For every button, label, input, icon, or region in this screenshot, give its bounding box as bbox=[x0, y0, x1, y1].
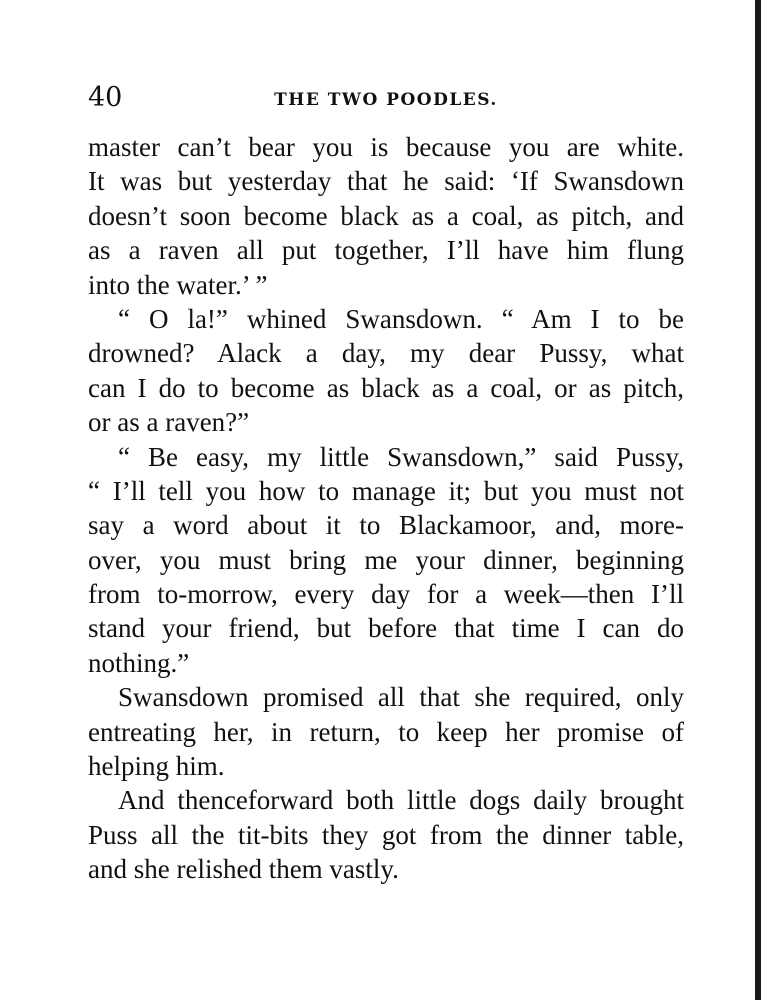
running-title: THE TWO POODLES. bbox=[274, 90, 498, 110]
text-line: “ Be easy, my little Swansdown,” said Pussy, bbox=[118, 441, 684, 472]
text-line: as a raven all put together, I’ll have him flung bbox=[88, 235, 684, 266]
text-line: doesn’t soon become black as a coal, as pitch, and bbox=[88, 200, 684, 231]
body-text bbox=[88, 130, 684, 887]
text-line: “ I’ll tell you how to manage it; but you must not bbox=[88, 475, 684, 506]
text-line: drowned? Alack a day, my dear Pussy, what bbox=[88, 338, 684, 369]
page-header bbox=[88, 80, 684, 116]
text-line: say a word about it to Blackamoor, and, more- bbox=[88, 510, 684, 541]
scan-edge-shadow bbox=[755, 0, 761, 1000]
text-line: helping him. bbox=[88, 751, 225, 782]
text-line: Puss all the tit-bits they got from the dinner table, bbox=[88, 819, 684, 850]
text-line: from to-morrow, every day for a week—then I’ll bbox=[88, 579, 684, 610]
text-line: over, you must bring me your dinner, beginning bbox=[88, 544, 684, 575]
text-line: entreating her, in return, to keep her promise of bbox=[88, 716, 684, 747]
text-line: “ O la!” whined Swansdown. “ Am I to be bbox=[118, 303, 684, 334]
page-number: 40 bbox=[88, 82, 123, 113]
text-line: or as a raven?” bbox=[88, 407, 250, 438]
text-line: master can’t bear you is because you are white. bbox=[88, 132, 684, 162]
text-line: stand your friend, but before that time I can do bbox=[88, 613, 684, 644]
text-line: into the water.’ ” bbox=[88, 269, 268, 300]
text-line: and she relished them vastly. bbox=[88, 854, 399, 885]
text-line: nothing.” bbox=[88, 647, 190, 678]
text-line: And thenceforward both little dogs daily brought bbox=[118, 785, 684, 816]
text-line: Swansdown promised all that she required, only bbox=[118, 682, 684, 713]
text-line: It was but yesterday that he said: ‘If Swansdown bbox=[88, 166, 684, 197]
text-line: can I do to become as black as a coal, or as pitch, bbox=[88, 372, 684, 403]
